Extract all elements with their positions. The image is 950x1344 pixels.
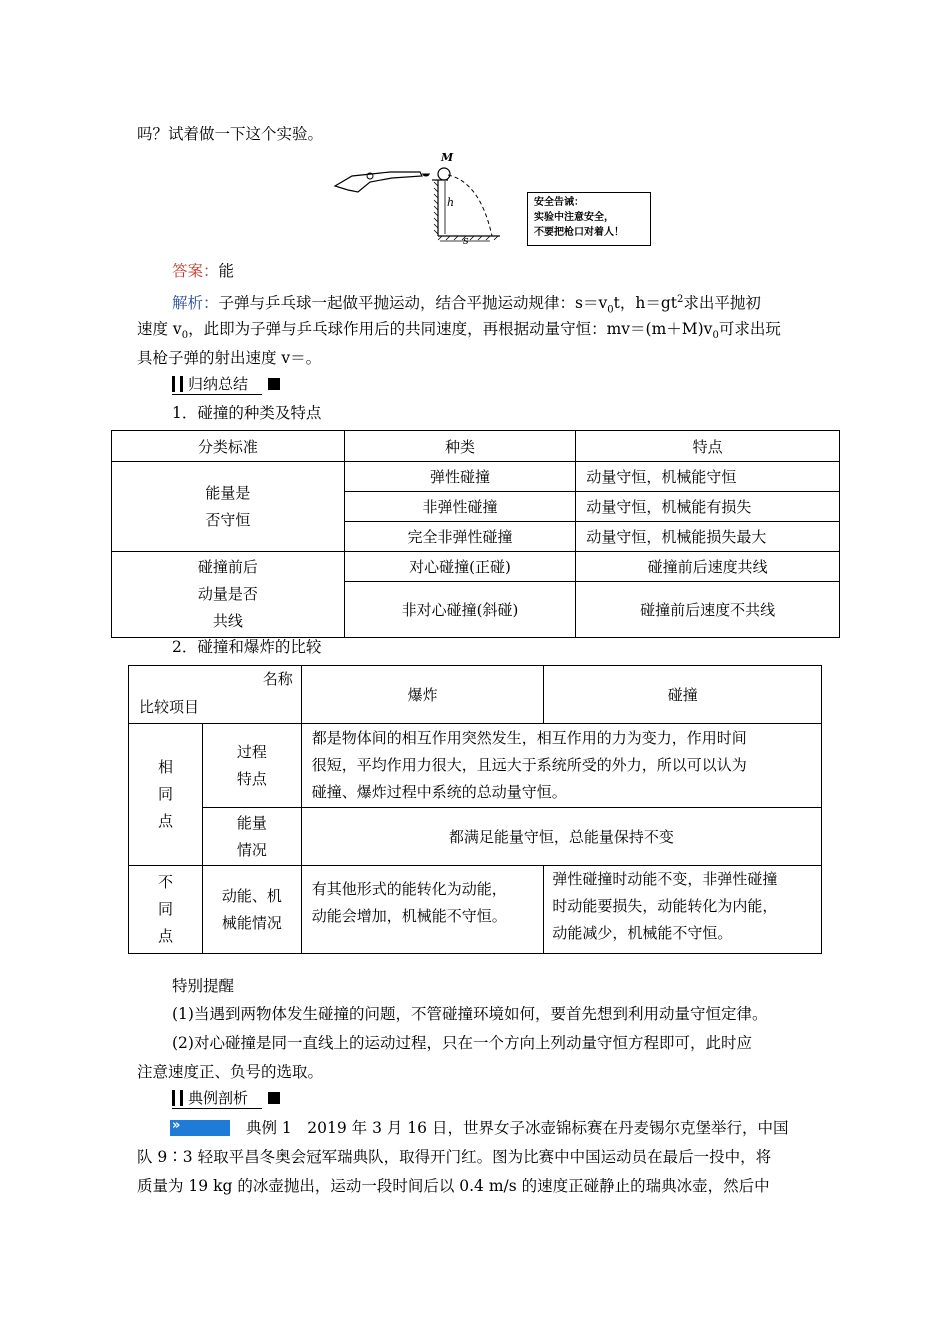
section2-title: 2．碰撞和爆炸的比较 <box>172 638 322 656</box>
corner-top-label: 名称 <box>262 670 293 688</box>
table1-kind-cell: 对心碰撞(正碰) <box>344 552 576 582</box>
safety-warning-box <box>527 192 651 246</box>
table1-group2-label: 碰撞前后 动量是否 共线 <box>112 552 345 638</box>
square-icon <box>268 1092 280 1104</box>
answer-value: 能 <box>218 262 235 280</box>
table2-process-text: 都是物体间的相互作用突然发生，相互作用的力为变力，作用时间 很短，平均作用力很大，且远大于系统所受的外力，所以可以认为 碰撞、爆炸过程中系统的总动量守恒。 <box>301 724 821 808</box>
table1-feature-cell: 动量守恒，机械能损失最大 <box>576 522 840 552</box>
table2-energy-label: 能量 情况 <box>202 808 301 866</box>
corner-bottom-label: 比较项目 <box>139 698 200 716</box>
example-section-head: 典例剖析 <box>172 1089 280 1107</box>
answer-line <box>172 261 234 281</box>
example-line-2: 队 9∶3 轻取平昌冬奥会冠军瑞典队，取得开门红。图为比赛中中国运动员在最后一投中，将 <box>137 1148 772 1166</box>
label-M: M <box>441 151 454 164</box>
table1-feature-cell: 动量守恒，机械能守恒 <box>576 462 840 492</box>
table1-kind-cell: 非弹性碰撞 <box>344 492 576 522</box>
example-tag <box>170 1120 230 1136</box>
ball-icon <box>438 168 450 180</box>
collision-types-table <box>111 430 840 638</box>
table2-corner-cell <box>129 666 302 724</box>
table1-kind-cell: 非对心碰撞(斜碰) <box>344 582 576 638</box>
table1-kind-cell: 弹性碰撞 <box>344 462 576 492</box>
table1-header-category: 分类标准 <box>112 431 345 462</box>
bullet-icon <box>423 174 429 177</box>
table1-group1-label: 能量是 否守恒 <box>112 462 345 552</box>
table2-energy-text: 都满足能量守恒，总能量保持不变 <box>301 808 821 866</box>
table1-header-feature: 特点 <box>576 431 840 462</box>
answer-label: 答案： <box>172 262 219 280</box>
analysis-line-1: 解析：子弹与乒乓球一起做平抛运动，结合平抛运动规律：$s=v_0t$，$h=gt^2$求出平抛初 <box>172 294 761 316</box>
reminder-item-1: (1)当遇到两物体发生碰撞的问题，不管碰撞环境如何，要首先想到利用动量守恒定律。 <box>172 1005 768 1023</box>
intro-line: 吗？试着做一下这个实验。 <box>137 125 324 143</box>
table1-feature-cell: 碰撞前后速度共线 <box>576 552 840 582</box>
square-icon <box>268 378 280 390</box>
double-arrow-icon: » <box>172 1118 181 1133</box>
table2-explosion-text: 有其他形式的能转化为动能， 动能会增加，机械能不守恒。 <box>301 866 544 954</box>
table2-kinetic-label: 动能、机 械能情况 <box>202 866 301 954</box>
example-line-1: 典例 1 2019 年 3 月 16 日，世界女子冰壶锦标赛在丹麦锡尔克堡举行，中国 <box>246 1119 789 1137</box>
table2-collision-text: 弹性碰撞时动能不变，非弹性碰撞 时动能要损失，动能转化为内能， 动能减少，机械能不守恒。 <box>544 866 822 954</box>
collision-explosion-table <box>128 665 822 954</box>
table1-feature-cell: 动量守恒，机械能有损失 <box>576 492 840 522</box>
warning-line2: 不要把枪口对着人！ <box>534 227 624 238</box>
table2-same-label: 相 同 点 <box>129 724 203 866</box>
section1-title: 1．碰撞的种类及特点 <box>172 404 322 422</box>
reminder-title: 特别提醒 <box>172 977 235 995</box>
warning-line1: 实验中注意安全， <box>534 212 614 223</box>
reminder-item-2-line-1: (2)对心碰撞是同一直线上的运动过程，只在一个方向上列动量守恒方程即可，此时应 <box>172 1034 752 1052</box>
analysis-line-2: 速度 $v_0$，此即为子弹与乒乓球作用后的共同速度，再根据动量守恒：$mv=(m+M)v_0$可求出玩 <box>137 320 781 342</box>
reminder-item-2-line-2: 注意速度正、负号的选取。 <box>137 1063 324 1081</box>
table1-kind-cell: 完全非弹性碰撞 <box>344 522 576 552</box>
label-s: s <box>463 234 469 247</box>
summary-section-head: 归纳总结 <box>172 375 280 393</box>
table1-header-kind: 种类 <box>344 431 576 462</box>
example-line-3: 质量为 19 kg 的冰壶抛出，运动一段时间后以 0.4 m/s 的速度正碰静止的瑞典冰壶，然后中 <box>137 1177 770 1195</box>
toy-gun-icon <box>335 172 422 192</box>
analysis-label: 解析： <box>172 294 219 313</box>
table2-process-label: 过程 特点 <box>202 724 301 808</box>
analysis-line-3: 具枪子弹的射出速度 v＝。 <box>137 349 322 367</box>
warning-title: 安全告诫： <box>534 197 584 208</box>
table2-header-collision: 碰撞 <box>544 666 822 724</box>
table1-feature-cell: 碰撞前后速度不共线 <box>576 582 840 638</box>
table2-diff-label: 不 同 点 <box>129 866 203 954</box>
label-h: h <box>447 196 455 209</box>
table2-header-explosion: 爆炸 <box>301 666 544 724</box>
